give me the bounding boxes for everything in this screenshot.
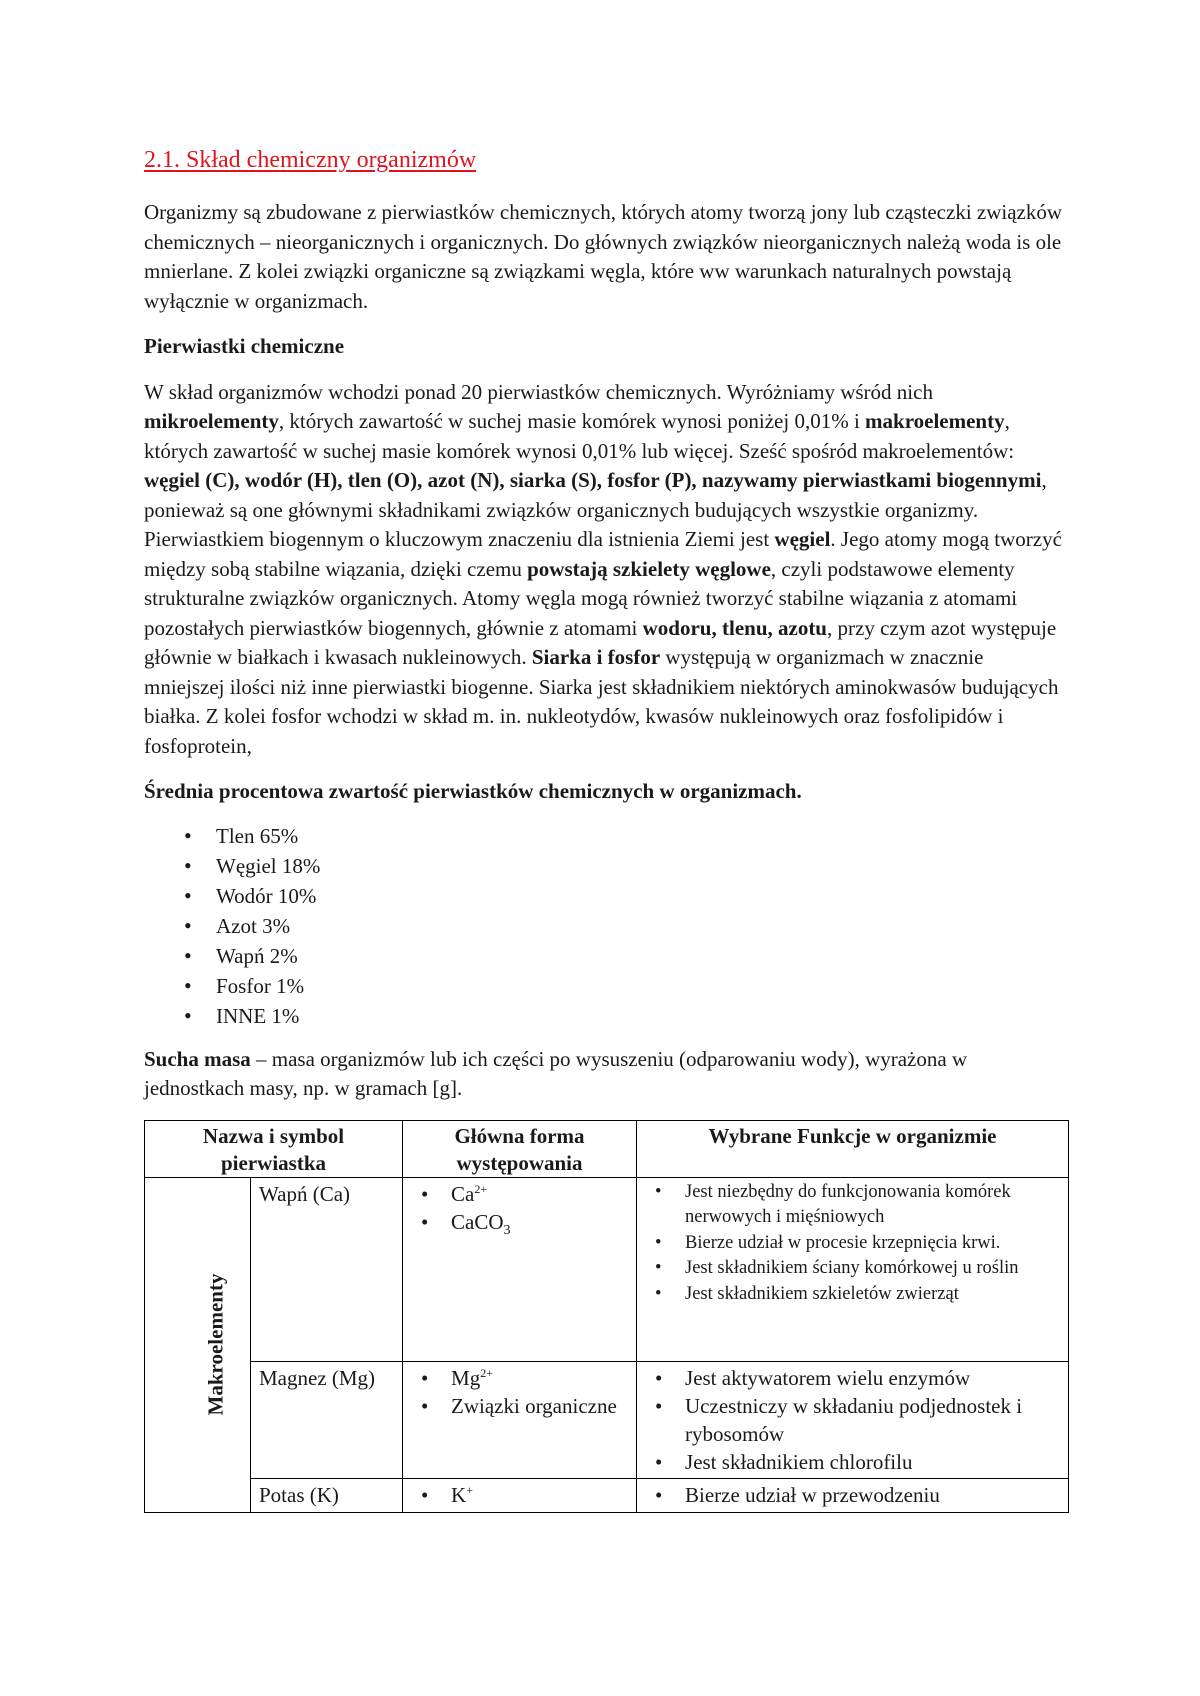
- list-item: • Bierze udział w przewodzeniu: [645, 1481, 1060, 1509]
- list-item: • Jest aktywatorem wielu enzymów: [645, 1364, 1060, 1392]
- list-item: • Tlen 65%: [144, 821, 1068, 851]
- list-item: • CaCO$_3$: [411, 1208, 628, 1236]
- list-item: • Związki organiczne: [411, 1392, 628, 1420]
- table-header-row: [145, 1120, 1069, 1177]
- list-item: • $Ca^{2+}$: [411, 1180, 628, 1208]
- element-name-cell: Potas (K): [251, 1478, 403, 1512]
- header-cell-name: Nazwa i symbol pierwiastka: [145, 1120, 403, 1177]
- dry-mass-definition: Sucha masa – masa organizmów lub ich części po wysuszeniu (odparowaniu wody), wyrażona w jednostkach masy, np. w gramach [g].: [144, 1046, 968, 1100]
- list-item: • $Mg^{2+}$: [411, 1364, 628, 1392]
- group-cell: [145, 1177, 251, 1512]
- section-title: 2.1. Skład chemiczny organizmów: [144, 147, 477, 173]
- stats-heading: Średnia procentowa zwartość pierwiastków chemicznych w organizmach.: [144, 779, 802, 803]
- list-item: • Węgiel 18%: [144, 851, 1068, 881]
- element-name-cell: Wapń (Ca): [251, 1177, 403, 1361]
- list-item: • K+: [411, 1481, 628, 1509]
- functions-cell: [637, 1478, 1069, 1512]
- form-cell: [403, 1361, 637, 1478]
- table-row: [145, 1177, 1069, 1361]
- list-item: • Jest składnikiem szkieletów zwierząt: [645, 1282, 1060, 1308]
- element-name-cell: Magnez (Mg): [251, 1361, 403, 1478]
- document-page: [144, 144, 1068, 1513]
- list-item: • Jest składnikiem ściany komórkowej u roślin: [645, 1256, 1060, 1282]
- list-item: • Wapń 2%: [144, 941, 1068, 971]
- functions-cell: [637, 1361, 1069, 1478]
- table-row: [145, 1361, 1069, 1478]
- dry-mass-term: Sucha masa: [144, 1046, 251, 1071]
- subsection-heading: Pierwiastki chemiczne: [144, 334, 345, 358]
- stats-list: [144, 821, 1068, 1031]
- list-item: • Jest składnikiem chlorofilu: [645, 1448, 1060, 1476]
- header-cell-functions: Wybrane Funkcje w organizmie: [637, 1120, 1069, 1177]
- group-label: Makroelementy: [203, 1273, 228, 1416]
- list-item: • Uczestniczy w składaniu podjednostek i rybosomów: [645, 1392, 1060, 1448]
- list-item: • Jest niezbędny do funkcjonowania komórek nerwowych i mięśniowych: [645, 1180, 1060, 1231]
- list-item: • INNE 1%: [144, 1001, 1068, 1031]
- form-cell: [403, 1177, 637, 1361]
- list-item: • Azot 3%: [144, 911, 1068, 941]
- elements-paragraph: W skład organizmów wchodzi ponad 20 pierwiastków chemicznych. Wyróżniamy wśród nich mikroelementy, których zawartość w suchej masie komórek wynosi poniżej 0,01% i makroelementy, których zawartość w suchej masie komórek wynosi 0,01% lub więcej. Sześć spośród makroelementów: węgiel (C), wodór (H), tlen (O), azot (N), siarka (S), fosfor (P), nazywamy pierwiastkami biogennymi, ponieważ są one głównymi składnikami związków organicznych budujących wszystkie organizmy. Pierwiastkiem biogennym o kluczowym znaczeniu dla istnienia Ziemi jest węgiel. Jego atomy mogą tworzyć między sobą stabilne wiązania, dzięki czemu powstają szkielety węglowe, czyli podstawowe elementy strukturalne związków organicznych. Atomy węgla mogą również tworzyć stabilne wiązania z atomami pozostałych pierwiastków biogennych, głównie z atomami wodoru, tlenu, azotu, przy czym azot występuje głównie w białkach i kwasach nukleinowych. Siarka i fosfor występują w organizmach w znacznie mniejszej ilości niż inne pierwiastki biogenne. Siarka jest składnikiem niektórych aminokwasów budujących białka. Z kolei fosfor wchodzi w skład m. in. nukleotydów, kwasów nukleinowych oraz fosfolipidów i fosfoprotein,: [144, 379, 1062, 758]
- header-cell-form: Główna forma występowania: [403, 1120, 637, 1177]
- table-row: [145, 1478, 1069, 1512]
- functions-cell: [637, 1177, 1069, 1361]
- elements-table: [144, 1120, 1069, 1513]
- intro-paragraph: Organizmy są zbudowane z pierwiastków chemicznych, których atomy tworzą jony lub cząsteczki związków chemicznych – nieorganicznych i organicznych. Do głównych związków nieorganicznych należą woda is ole mnierlane. Z kolei związki organiczne są związkami węgla, które ww warunkach naturalnych powstają wyłącznie w organizmach.: [144, 200, 1063, 313]
- list-item: • Fosfor 1%: [144, 971, 1068, 1001]
- list-item: • Wodór 10%: [144, 881, 1068, 911]
- list-item: • Bierze udział w procesie krzepnięcia krwi.: [645, 1231, 1060, 1257]
- form-cell: [403, 1478, 637, 1512]
